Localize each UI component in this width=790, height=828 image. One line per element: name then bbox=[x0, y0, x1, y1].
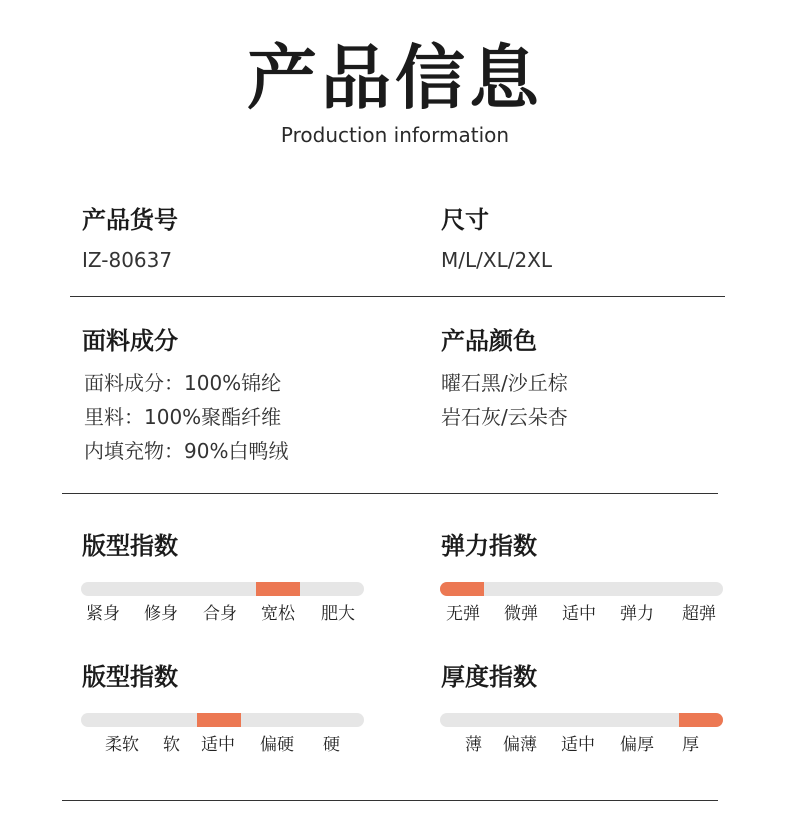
softness-option: 柔软 bbox=[105, 735, 139, 755]
elastic-option: 适中 bbox=[562, 604, 596, 624]
elastic-option: 微弹 bbox=[504, 604, 538, 624]
thickness-option: 薄 bbox=[465, 735, 482, 755]
color-line: 曜石黑/沙丘棕 bbox=[441, 371, 568, 395]
fit-option: 紧身 bbox=[86, 604, 120, 624]
material-line: 面料成分：100%锦纶 bbox=[84, 371, 282, 395]
elastic-option: 超弹 bbox=[682, 604, 716, 624]
size-value: M/L/XL/2XL bbox=[441, 248, 553, 272]
material-label: 面料成分 bbox=[82, 327, 178, 355]
fit-index-bar bbox=[81, 582, 364, 596]
elastic-index-marker bbox=[440, 582, 484, 596]
divider bbox=[62, 493, 718, 494]
size-label: 尺寸 bbox=[441, 206, 489, 234]
color-line: 岩石灰/云朵杏 bbox=[441, 405, 568, 429]
softness-index-label: 版型指数 bbox=[82, 663, 178, 691]
thickness-option: 偏厚 bbox=[620, 735, 654, 755]
softness-option: 硬 bbox=[323, 735, 340, 755]
fit-index-label: 版型指数 bbox=[82, 532, 178, 560]
thickness-index-label: 厚度指数 bbox=[441, 663, 537, 691]
fit-option: 合身 bbox=[203, 604, 237, 624]
fit-option: 肥大 bbox=[321, 604, 355, 624]
thickness-index-bar bbox=[440, 713, 723, 727]
fit-option: 宽松 bbox=[261, 604, 295, 624]
elastic-index-bar bbox=[440, 582, 723, 596]
divider bbox=[70, 296, 725, 297]
softness-option: 适中 bbox=[201, 735, 235, 755]
thickness-option: 偏薄 bbox=[503, 735, 537, 755]
softness-option: 偏硬 bbox=[260, 735, 294, 755]
softness-index-marker bbox=[197, 713, 241, 727]
thickness-index-marker bbox=[679, 713, 723, 727]
thickness-option: 厚 bbox=[682, 735, 699, 755]
fit-index-marker bbox=[256, 582, 300, 596]
softness-option: 软 bbox=[163, 735, 180, 755]
product-no-label: 产品货号 bbox=[82, 206, 178, 234]
page-title: 产品信息 bbox=[247, 37, 543, 119]
color-label: 产品颜色 bbox=[441, 327, 537, 355]
elastic-index-label: 弹力指数 bbox=[441, 532, 537, 560]
product-no-value: IZ-80637 bbox=[82, 248, 173, 272]
material-line: 内填充物：90%白鸭绒 bbox=[84, 439, 289, 463]
thickness-option: 适中 bbox=[561, 735, 595, 755]
softness-index-bar bbox=[81, 713, 364, 727]
material-line: 里料：100%聚酯纤维 bbox=[84, 405, 282, 429]
divider bbox=[62, 800, 718, 801]
page-subtitle: Production information bbox=[280, 123, 510, 147]
fit-option: 修身 bbox=[144, 604, 178, 624]
elastic-option: 无弹 bbox=[446, 604, 480, 624]
elastic-option: 弹力 bbox=[620, 604, 654, 624]
